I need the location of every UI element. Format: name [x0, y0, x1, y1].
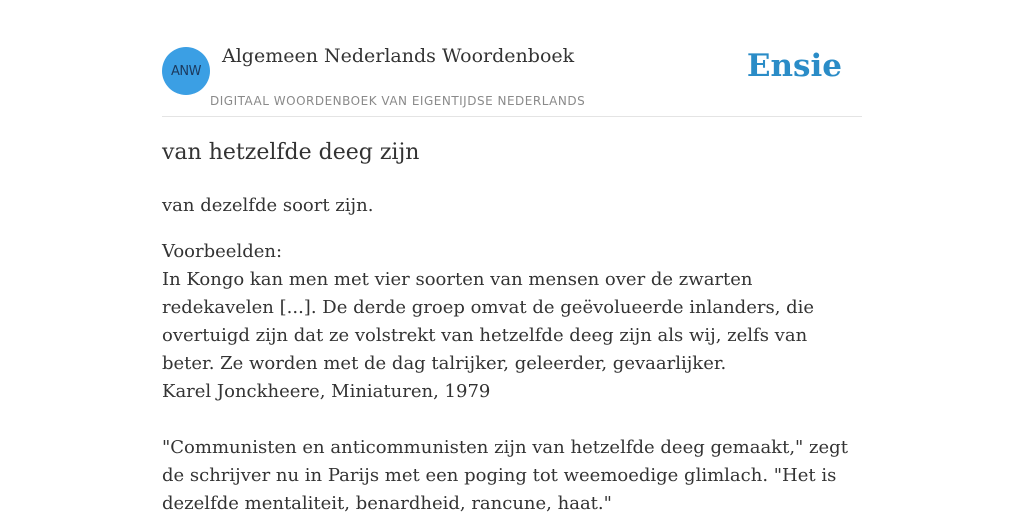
- ensie-brand-link[interactable]: Ensie: [746, 48, 842, 84]
- content-container: [162, 0, 862, 512]
- example-source: Karel Jonckheere, Miniaturen, 1979: [162, 381, 491, 402]
- anw-logo[interactable]: [162, 47, 210, 95]
- anw-logo-text: ANW: [171, 63, 201, 79]
- examples-label: Voorbeelden:: [162, 241, 283, 262]
- example-text: "Communisten en anticommunisten zijn van hetzelfde deeg gemaakt," zegt de schrijver nu in Parijs met een poging tot weemoedige glimlach. "Het is dezelfde mentaliteit, benardheid, rancune, haat.": [162, 437, 848, 512]
- site-subtitle: DIGITAAL WOORDENBOEK VAN EIGENTIJDSE NEDERLANDS: [210, 94, 586, 108]
- site-header: [162, 0, 862, 117]
- entry-definition: van dezelfde soort zijn.: [162, 195, 374, 216]
- examples-section: [162, 238, 862, 512]
- site-title[interactable]: Algemeen Nederlands Woordenboek: [222, 45, 575, 67]
- example-text: In Kongo kan men met vier soorten van mensen over de zwarten redekavelen [...]. De derde groep omvat de geëvolueerde inlanders, die overtuigd zijn dat ze volstrekt van hetzelfde deeg zijn als wij, zelfs van beter. Ze worden met de dag talrijker, geleerder, gevaarlijker.: [162, 269, 815, 374]
- entry-term: van hetzelfde deeg zijn: [162, 140, 420, 165]
- example-spacer: [162, 406, 862, 434]
